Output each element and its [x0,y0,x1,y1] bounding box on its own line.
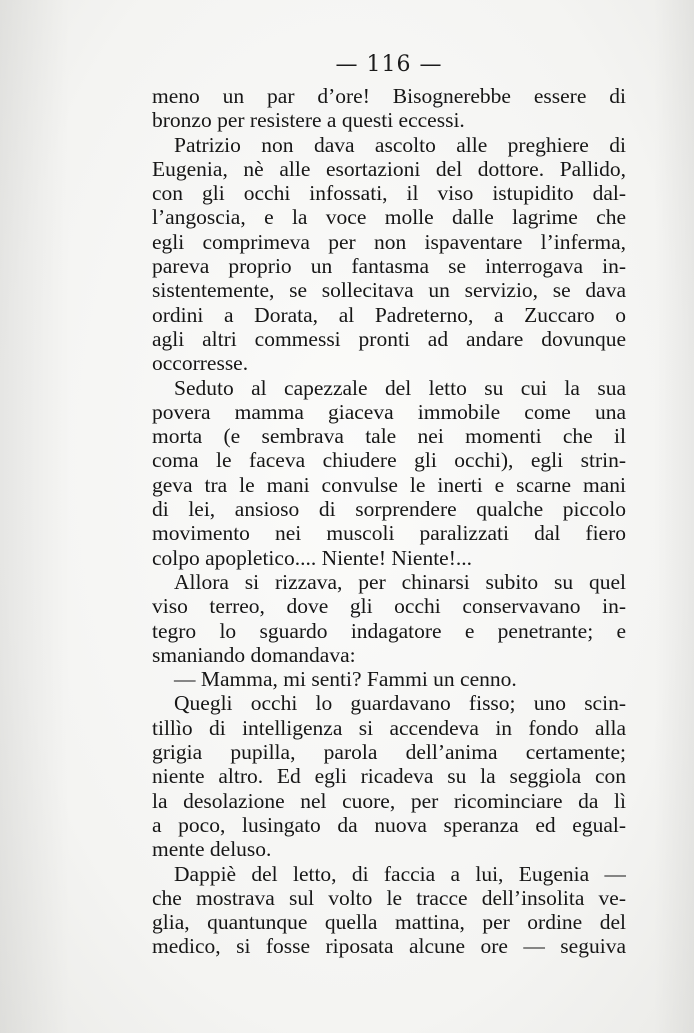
text-line: agli altri commessi pronti ad andare dovunque [152,326,626,351]
page-edge-shadow-right [654,0,694,1033]
text-line: meno un par d’ore! Bisognerebbe essere di [152,84,626,108]
text-line: mente deluso. [152,837,272,862]
text-line: ordini a Dorata, al Padreterno, a Zuccaro o [152,302,626,327]
text-line: sistentemente, se sollecitava un servizio, se dava [152,278,626,303]
text-line: Dappiè del letto, di faccia a lui, Eugenia — [174,861,626,886]
text-line: di lei, ansioso di sorprendere qualche piccolo [152,497,626,522]
text-line: l’angoscia, e la voce molle dalle lagrime che [152,205,626,230]
text-line: glia, quantunque quella mattina, per ordine del [152,910,626,935]
text-line: smaniando domandava: [152,642,356,667]
text-line: Seduto al capezzale del letto su cui la sua [174,375,626,400]
text-line: geva tra le mani convulse le inerti e scarne mani [152,472,626,497]
text-line: morta (e sembrava tale nei momenti che il [152,424,626,449]
text-line: Allora si rizzava, per chinarsi subito su quel [174,569,626,594]
text-line: colpo apopletico.... Niente! Niente!... [152,545,473,570]
text-line: niente altro. Ed egli ricadeva su la seggiola con [152,764,626,789]
text-line: a poco, lusingato da nuova speranza ed egual- [152,812,626,837]
text-line: con gli occhi infossati, il viso istupidito dal- [152,181,626,206]
text-line: tegro lo sguardo indagatore e penetrante; e [152,618,626,643]
text-line: egli comprimeva per non ispaventare l’inferma, [152,229,626,254]
text-line: tillìo di intelligenza si accendeva in fondo alla [152,715,626,740]
text-line: Quegli occhi lo guardavano fisso; uno scin- [174,691,626,716]
text-line: coma le faceva chiudere gli occhi), egli strin- [152,448,626,473]
text-line: la desolazione nel cuore, per ricominciare da lì [152,788,626,813]
text-line: Patrizio non dava ascolto alle preghiere di [174,132,626,157]
page-number: — 116 — [335,52,443,77]
text-line: Eugenia, nè alle esortazioni del dottore. Pallido, [152,156,626,181]
text-line: medico, si fosse riposata alcune ore — seguiva [152,934,626,959]
text-line: grigia pupilla, parola dell’anima certamente; [152,740,626,765]
page-edge-shadow-left [0,0,70,1033]
text-line: viso terreo, dove gli occhi conservavano in- [152,594,626,619]
body-text [152,84,626,959]
text-line: che mostrava sul volto le tracce dell’insolita ve- [152,885,626,910]
text-line: movimento nei muscoli paralizzati dal fiero [152,521,626,546]
text-line: pareva proprio un fantasma se interrogava in- [152,254,626,279]
text-line: bronzo per resistere a questi eccessi. [152,108,465,133]
text-line: occorresse. [152,351,249,376]
text-line: — Mamma, mi senti? Fammi un cenno. [174,667,517,692]
text-line: povera mamma giaceva immobile come una [152,399,626,424]
